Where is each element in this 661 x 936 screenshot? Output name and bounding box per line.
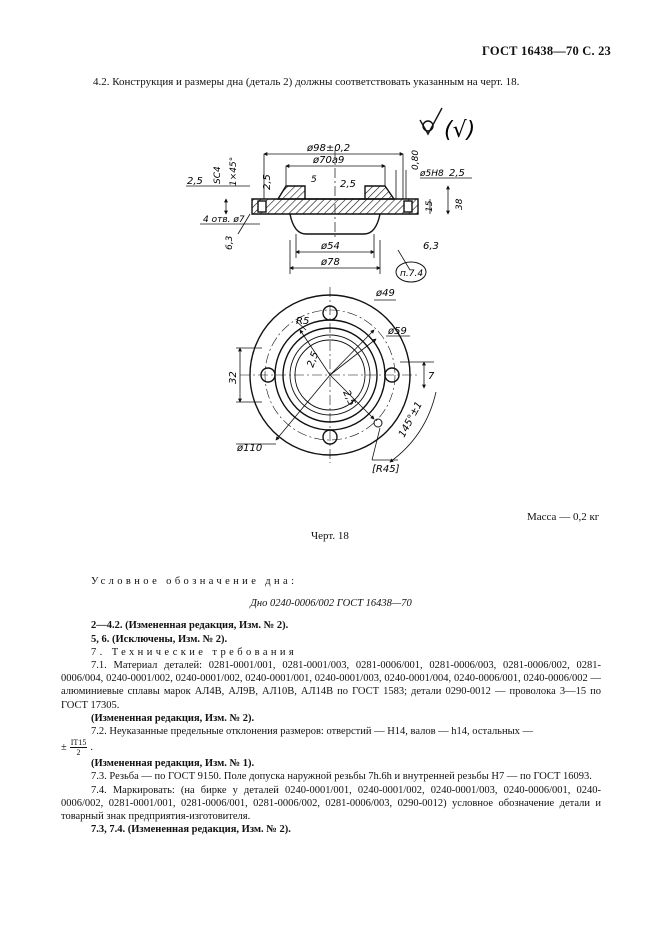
dim-r25f: 2,5 [340, 388, 357, 408]
dim-chamfer: 1×45° [229, 156, 239, 186]
designation: Дно 0240-0006/002 ГОСТ 16438—70 [250, 598, 412, 610]
dim-r45: [R45] [372, 464, 400, 475]
line-2: 5, 6. (Исключены, Изм. № 2). [91, 633, 228, 645]
para-7-4: 7.4. Маркировать: (на бирке у деталей 0240-0001/001, 0240-0001/002, 0240-0001/003, 0240-0006/001, 0240-0006/002, 0281-0001/001, 0281-0006/001, 0281-0006/002, 0281-0006/003, 0290-0012) условное обозначение детали и товарный знак предприятия-изготовителя. [61, 784, 601, 823]
plus-minus: ± [61, 742, 67, 754]
dim-v080: 0,80 [411, 149, 421, 170]
dim-d110: ø110 [237, 443, 263, 454]
para-7-2: 7.2. Неуказанные предельные отклонения размеров: отверстий — Н14, валов — h14, остальных — [91, 726, 534, 738]
section-heading: 7. Технические требования [91, 646, 298, 658]
dim-angle: 145°±1 [396, 399, 425, 440]
dim-d78: ø78 [321, 257, 340, 268]
dim-d70: ø70а9 [313, 155, 345, 166]
figure-caption: Черт. 18 [311, 530, 349, 542]
text-block [61, 575, 601, 836]
dim-sc4: SC4 [213, 166, 223, 184]
line-5: (Измененная редакция, Изм. № 2). [91, 712, 255, 724]
dim-r25e: 2,5 [305, 350, 322, 370]
mass-label: Масса — 0,2 кг [527, 511, 600, 523]
roughness-symbol [420, 108, 442, 134]
tolerance-fraction [70, 738, 88, 757]
dim-r25a: 2,5 [187, 176, 203, 187]
dim-d49: ø49 [376, 288, 395, 299]
dim-d5h8: ø5Н8 [420, 169, 444, 179]
dim-v63a: 6,3 [225, 235, 235, 250]
dim-v63b: 6,3 [423, 241, 439, 252]
dim-d98: ø98±0,2 [307, 143, 351, 154]
line-1: 2—4.2. (Измененная редакция, Изм. № 2). [91, 620, 289, 632]
dim-r25b: 2,5 [262, 174, 273, 190]
dim-d59: ø59 [388, 326, 407, 337]
dim-v38: 38 [455, 198, 465, 210]
line-7: (Измененная редакция, Изм. № 1). [91, 758, 255, 770]
dim-d54: ø54 [321, 241, 340, 252]
roughness-label: (√) [444, 118, 476, 143]
tolerance-line [61, 738, 601, 757]
intro-paragraph: 4.2. Конструкция и размеры дна (деталь 2) должны соответствовать указанным на черт. 18. [93, 76, 520, 88]
dim-holes: 4 отв. ø7 [203, 215, 245, 225]
tolerance-end: . [90, 742, 93, 754]
dim-note: п.7.4 [400, 269, 424, 279]
dim-r25d: 2,5 [449, 168, 465, 179]
line-10: 7.3, 7.4. (Измененная редакция, Изм. № 2). [91, 824, 291, 836]
dim-v5: 5 [311, 175, 317, 185]
fraction-numerator: IT15 [70, 738, 87, 748]
para-7-3: 7.3. Резьба — по ГОСТ 9150. Поле допуска наружной резьбы 7h.6h и внутренней резьбы Н7 — по ГОСТ 16093. [91, 771, 592, 783]
fraction-denominator: 2 [76, 748, 81, 758]
designation-label: Условное обозначение дна: [91, 576, 298, 587]
dim-r25c: 2,5 [340, 179, 356, 190]
dim-r5: R5 [296, 316, 310, 327]
dim-v15: 15 [425, 200, 435, 212]
dim-v32: 32 [228, 371, 239, 384]
para-7-1: 7.1. Материал деталей: 0281-0001/001, 0281-0001/003, 0281-0006/001, 0281-0006/003, 0281-0006/002, 0281-0006/004, 0240-0001/002, 0240-0001/002, 0240-0001/001, 0240-0001/003, 0240-0001/004, 0240-0006/001, 0240-0006/002 — алюминиевые сплавы марок АЛ4В, АЛ9В, АЛ10В, АЛ14В по ГОСТ 1583; детали 0290-0012 — проволока 3—15 по ГОСТ 17305. [61, 660, 601, 711]
dim-v7: 7 [428, 371, 435, 382]
page-header: ГОСТ 16438—70 С. 23 [482, 44, 611, 58]
